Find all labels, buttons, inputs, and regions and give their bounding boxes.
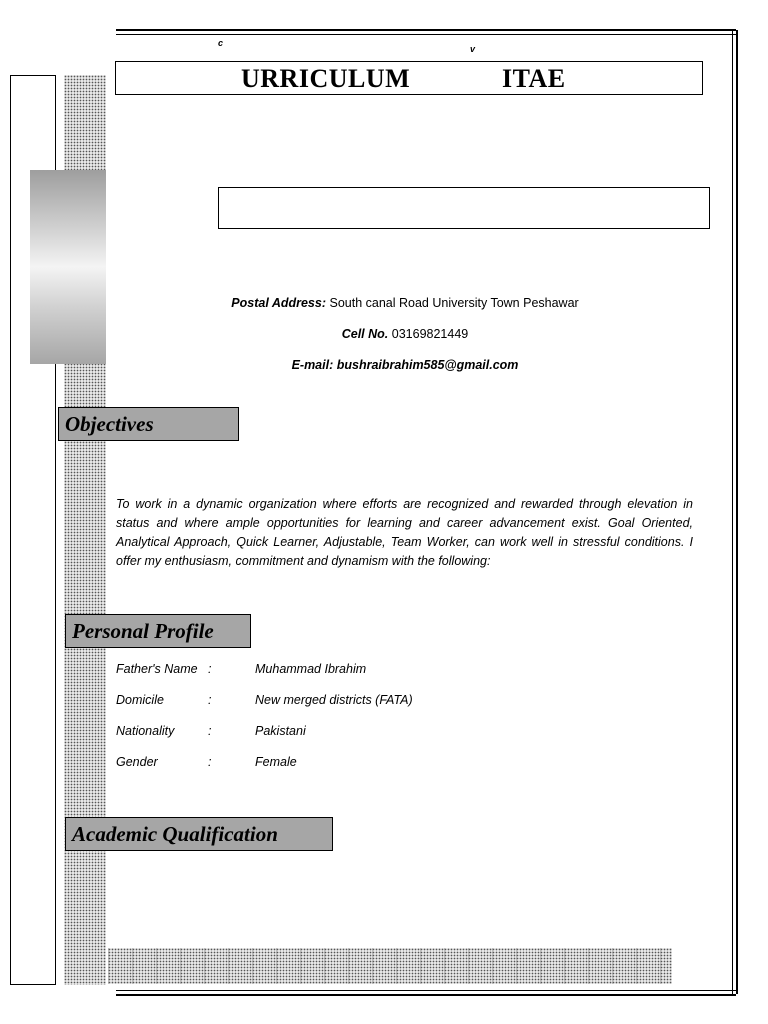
profile-separator: : [208,755,212,769]
title-word-2: ITAE [502,64,566,93]
email-value: bushraibrahim585@gmail.com [336,358,519,372]
email-label: E-mail: [291,358,334,372]
postal-address-value: South canal Road University Town Peshawar [329,296,579,310]
title-word-1: URRICULUM [241,64,411,93]
profile-label: Domicile [116,693,164,707]
email-line [110,358,700,372]
cell-number-line [110,327,700,341]
profile-label: Nationality [116,724,175,738]
gradient-side-bar [30,170,106,364]
profile-separator: : [208,693,212,707]
page-border-bottom [116,990,736,996]
profile-value: New merged districts (FATA) [255,693,413,707]
postal-address-line [110,296,700,310]
cell-number-label: Cell No. [341,327,389,341]
postal-address-label: Postal Address: [231,296,326,310]
personal-profile-heading: Personal Profile [65,614,251,648]
title-box [115,61,703,95]
name-box [218,187,710,229]
profile-value: Female [255,755,297,769]
objectives-text: To work in a dynamic organization where efforts are recognized and rewarded through elevation in status and where ample opportunities for learning and career advancement exist. Goal Oriented, Analytical Approach, Quick Learner, Adjustable, Team Worker, can work well in stressful conditions. I offer my enthusiasm, commitment and dynamism with the following: [116,497,693,568]
profile-separator: : [208,724,212,738]
page-border-right [732,30,738,994]
profile-value: Muhammad Ibrahim [255,662,367,676]
title-initial-v: v [470,44,476,54]
profile-label: Father's Name [116,662,198,676]
objectives-heading: Objectives [58,407,239,441]
cell-number-value: 03169821449 [391,327,469,341]
profile-separator: : [208,662,212,676]
academic-qualification-heading: Academic Qualification [65,817,333,851]
dotted-bottom-band [108,948,672,984]
profile-label: Gender [116,755,158,769]
title-initial-c: c [218,38,224,48]
profile-value: Pakistani [255,724,306,738]
page-border-top [116,29,736,35]
